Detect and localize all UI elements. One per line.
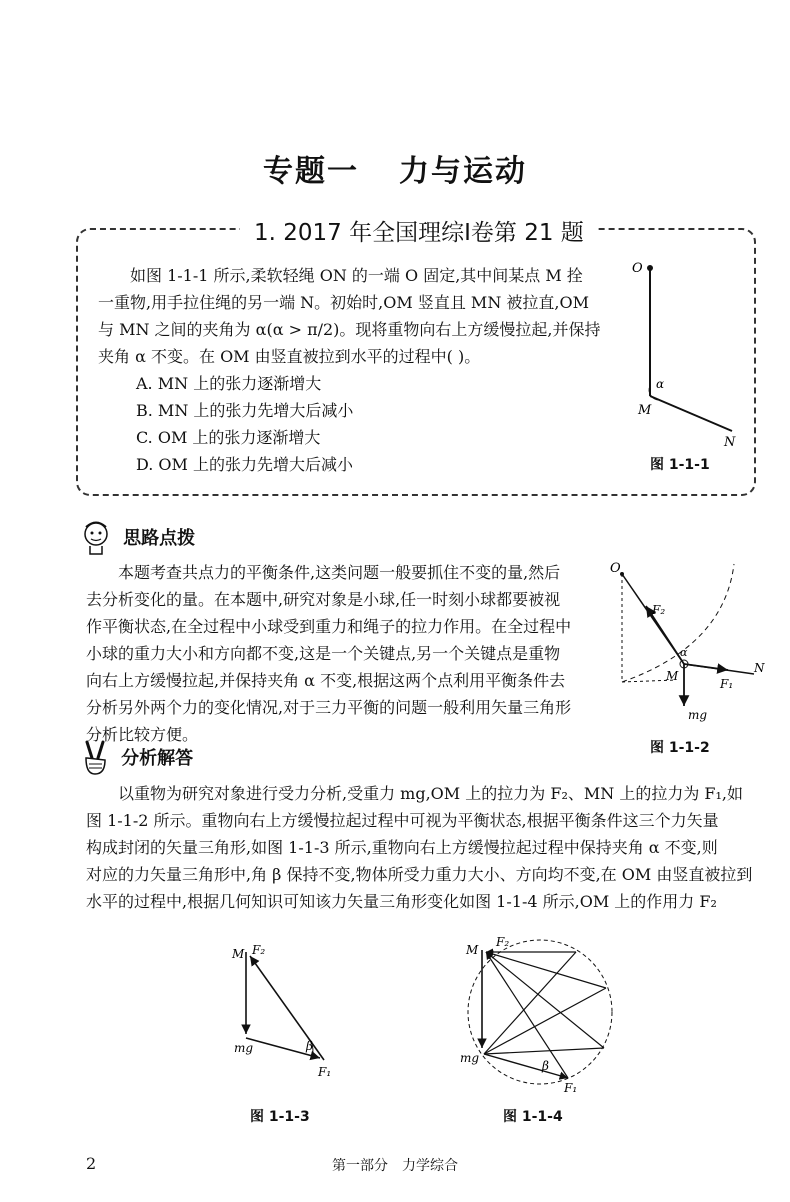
- figure-1-1-4: [456, 928, 626, 1096]
- question-stem: [98, 262, 618, 478]
- page-number: 2: [86, 1154, 97, 1173]
- hint-line: 去分析变化的量。在本题中,研究对象是小球,任一时刻小球都要被视: [86, 590, 561, 609]
- option-b[interactable]: B. MN 上的张力先增大后减小: [136, 401, 354, 420]
- label-o: O: [632, 261, 643, 276]
- option-a[interactable]: A. MN 上的张力逐渐增大: [136, 374, 322, 393]
- label-f1: F₁: [318, 1065, 332, 1079]
- thinking-face-icon: [78, 518, 114, 556]
- f2-vector-3: [486, 952, 606, 988]
- figure-1-1-1: [626, 256, 746, 446]
- label-f1: F₁: [564, 1081, 578, 1095]
- label-f1: F₁: [720, 677, 734, 691]
- figure-1-1-2: [604, 556, 774, 731]
- hint-line: 本题考查共点力的平衡条件,这类问题一般要抓住不变的量,然后: [118, 563, 561, 582]
- title-part1: 专题一: [263, 154, 359, 189]
- f1-vector-4: [484, 952, 576, 1054]
- f2-vector-2: [486, 952, 604, 1048]
- victory-hand-icon: [78, 738, 112, 776]
- label-mg: mg: [234, 1041, 254, 1055]
- label-n: N: [754, 661, 765, 675]
- hint-line: 小球的重力大小和方向都不变,这是一个关键点,另一个关键点是重物: [86, 644, 561, 663]
- title-part2: 力与运动: [399, 154, 527, 189]
- answer-line: 对应的力矢量三角形中,角 β 保持不变,物体所受力重力大小、方向均不变,在 OM 由竖直被拉到: [86, 865, 753, 884]
- stem-line-3: [98, 316, 618, 343]
- label-m: M: [666, 669, 679, 683]
- label-mg: mg: [460, 1051, 480, 1065]
- figure-1-1-3: [224, 940, 354, 1080]
- label-beta: β: [306, 1039, 313, 1053]
- stem-line-3a: 与 MN 之间的夹角为 α: [98, 320, 267, 339]
- label-m: M: [638, 403, 652, 418]
- f1-vector-2: [484, 1048, 604, 1054]
- stem-condition: (α > π/2): [266, 320, 340, 339]
- figure-1-1-2-caption: 图 1-1-2: [650, 740, 710, 756]
- hint-line: 分析另外两个力的变化情况,对于三力平衡的问题一般利用矢量三角形: [86, 698, 572, 717]
- label-m: M: [466, 943, 479, 957]
- footer-section: 第一部分 力学综合: [332, 1158, 458, 1174]
- figure-1-1-4-caption: 图 1-1-4: [503, 1109, 563, 1125]
- hint-body: [86, 559, 600, 748]
- figure-1-1-1-caption: 图 1-1-1: [650, 457, 710, 473]
- rope-mn: [650, 396, 732, 431]
- stem-line-1: 如图 1-1-1 所示,柔软轻绳 ON 的一端 O 固定,其中间某点 M 拴: [130, 266, 583, 285]
- question-heading: 1. 2017 年全国理综Ⅰ卷第 21 题: [240, 214, 598, 247]
- answer-line: 构成封闭的矢量三角形,如图 1-1-3 所示,重物向右上方缓慢拉起过程中保持夹角 α 不变,则: [86, 838, 718, 857]
- hint-line: 分析比较方便。: [86, 725, 199, 744]
- option-d[interactable]: D. OM 上的张力先增大后减小: [136, 455, 354, 474]
- option-c[interactable]: C. OM 上的张力逐渐增大: [136, 428, 321, 447]
- stem-line-2: 一重物,用手拉住绳的另一端 N。初始时,OM 竖直且 MN 被拉直,OM: [98, 293, 589, 312]
- trajectory-arc: [622, 564, 734, 682]
- figure-1-1-3-caption: 图 1-1-3: [250, 1109, 310, 1125]
- hint-line: 向右上方缓慢拉起,并保持夹角 α 不变,根据这两个点利用平衡条件去: [86, 671, 566, 690]
- circumcircle: [468, 940, 612, 1084]
- answer-line: 以重物为研究对象进行受力分析,受重力 mg,OM 上的拉力为 F₂、MN 上的拉力为 F₁,如: [118, 784, 744, 803]
- label-alpha: α: [680, 646, 688, 659]
- hint-header: [78, 518, 195, 556]
- page-title: [0, 146, 790, 190]
- label-beta: β: [542, 1059, 549, 1073]
- answer-header: [78, 738, 193, 776]
- f1-vector-3: [484, 988, 606, 1054]
- label-f2: F₂: [252, 943, 266, 957]
- label-mg: mg: [688, 708, 708, 722]
- label-alpha: α: [656, 377, 665, 391]
- force-f1-arrow: [684, 664, 728, 670]
- hint-heading: 思路点拨: [123, 528, 196, 549]
- answer-line: 图 1-1-2 所示。重物向右上方缓慢拉起过程中可视为平衡状态,根据平衡条件这三个力矢量: [86, 811, 719, 830]
- hint-line: 作平衡状态,在全过程中小球受到重力和绳子的拉力作用。在全过程中: [86, 617, 572, 636]
- answer-line: 水平的过程中,根据几何知识可知该力矢量三角形变化如图 1-1-4 所示,OM 上的作用力 F₂: [86, 892, 717, 911]
- label-m: M: [232, 947, 245, 961]
- label-f2: F₂: [496, 935, 510, 949]
- answer-body: [86, 780, 766, 915]
- label-f2: F₂: [652, 603, 666, 617]
- label-o: O: [610, 561, 621, 576]
- stem-line-3b: 。现将重物向右上方缓慢拉起,并保持: [339, 320, 601, 339]
- stem-line-4: 夹角 α 不变。在 OM 由竖直被拉到水平的过程中( )。: [98, 347, 481, 366]
- answer-heading: 分析解答: [121, 748, 194, 769]
- label-n: N: [724, 435, 736, 446]
